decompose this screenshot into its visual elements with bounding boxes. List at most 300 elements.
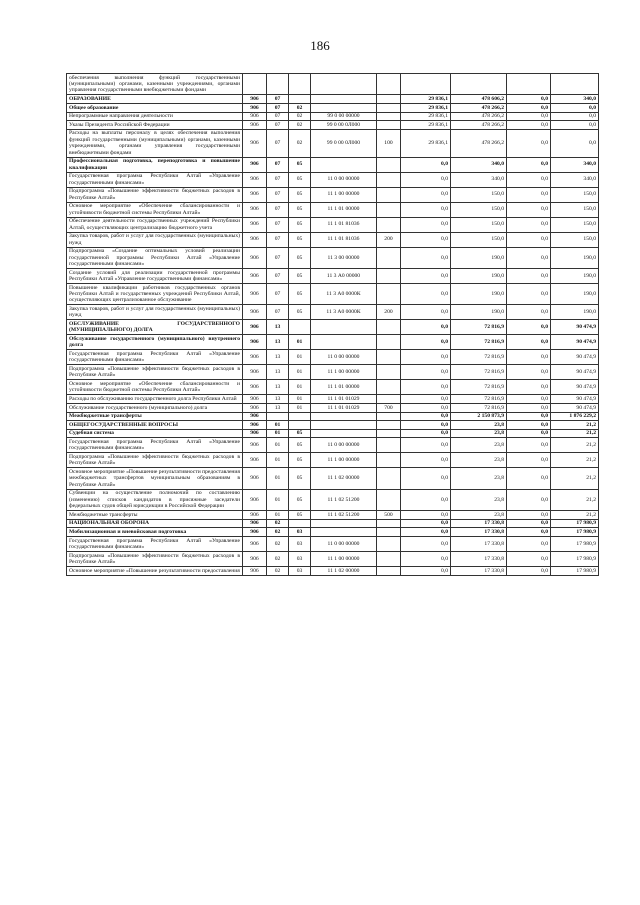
row-ved-code: 906 [243, 404, 267, 413]
row-ved-code: 906 [243, 519, 267, 528]
row-value-4: 17 980,9 [551, 566, 599, 575]
row-value-1: 0,0 [401, 320, 451, 335]
row-ved-code: 906 [243, 269, 267, 284]
row-name: Государственная программа Республики Алтай «Управление государственными финансами» [67, 536, 243, 551]
row-expense-type: 100 [377, 129, 401, 157]
row-subsection-code: 05 [289, 511, 311, 520]
page-number: 186 [310, 38, 330, 53]
row-value-4: 90 474,9 [551, 365, 599, 380]
row-value-3: 0,0 [507, 380, 551, 395]
row-value-1: 0,0 [401, 202, 451, 217]
row-expense-type [377, 412, 401, 421]
row-value-2: 72 816,9 [451, 404, 507, 413]
row-name: Обслуживание государственного (муниципального) внутреннего долга [67, 335, 243, 350]
row-section-code: 07 [267, 305, 289, 320]
row-value-1: 0,0 [401, 305, 451, 320]
row-value-4: 90 474,9 [551, 395, 599, 404]
row-value-1 [401, 74, 451, 95]
row-target-article: 11 1 00 00000 [311, 365, 377, 380]
row-ved-code: 906 [243, 566, 267, 575]
row-ved-code: 906 [243, 528, 267, 537]
row-value-1: 0,0 [401, 566, 451, 575]
table-row [67, 468, 599, 489]
table-row [67, 551, 599, 566]
row-value-2: 340,0 [451, 157, 507, 172]
row-section-code: 02 [267, 566, 289, 575]
row-subsection-code: 02 [289, 104, 311, 113]
row-ved-code: 906 [243, 511, 267, 520]
table-row [67, 365, 599, 380]
row-expense-type [377, 453, 401, 468]
row-target-article: 99 0 00 0Л000 [311, 121, 377, 130]
row-ved-code: 906 [243, 247, 267, 268]
row-value-4: 150,0 [551, 232, 599, 247]
row-value-4: 90 474,9 [551, 320, 599, 335]
row-subsection-code: 05 [289, 489, 311, 510]
row-value-3: 0,0 [507, 202, 551, 217]
row-value-3: 0,0 [507, 536, 551, 551]
row-value-4: 1 876 229,2 [551, 412, 599, 421]
row-name: обеспечения выполнения функций государственными (муниципальными) органами, казенными учреждениями, органами управления государственными внебюджетными фондами [67, 74, 243, 95]
table-row [67, 536, 599, 551]
row-section-code: 07 [267, 112, 289, 121]
row-value-3: 0,0 [507, 172, 551, 187]
row-name: Профессиональная подготовка, переподготовка и повышение квалификации [67, 157, 243, 172]
row-value-3: 0,0 [507, 217, 551, 232]
row-value-2: 340,0 [451, 172, 507, 187]
row-name: Межбюджетные трансферты [67, 511, 243, 520]
row-ved-code: 906 [243, 305, 267, 320]
row-value-4: 21,2 [551, 421, 599, 430]
row-value-2: 478 266,2 [451, 129, 507, 157]
row-value-4: 190,0 [551, 269, 599, 284]
row-value-2: 190,0 [451, 305, 507, 320]
row-subsection-code [289, 421, 311, 430]
row-value-4: 190,0 [551, 284, 599, 305]
row-name: ОБРАЗОВАНИЕ [67, 95, 243, 104]
row-ved-code: 906 [243, 429, 267, 438]
row-value-2: 17 330,8 [451, 528, 507, 537]
row-value-1: 0,0 [401, 404, 451, 413]
row-expense-type [377, 395, 401, 404]
row-target-article: 11 1 02 00000 [311, 566, 377, 575]
row-value-2: 478 266,2 [451, 112, 507, 121]
row-value-4: 21,2 [551, 489, 599, 510]
row-subsection-code [289, 519, 311, 528]
row-value-2: 23,8 [451, 421, 507, 430]
row-value-1: 0,0 [401, 269, 451, 284]
row-value-3: 0,0 [507, 412, 551, 421]
row-value-3: 0,0 [507, 95, 551, 104]
row-value-2: 23,8 [451, 511, 507, 520]
row-target-article [311, 95, 377, 104]
row-value-2: 150,0 [451, 187, 507, 202]
table-row [67, 247, 599, 268]
table-row [67, 453, 599, 468]
row-section-code: 02 [267, 519, 289, 528]
row-target-article: 99 0 00 00000 [311, 112, 377, 121]
row-value-2 [451, 74, 507, 95]
row-subsection-code: 03 [289, 566, 311, 575]
row-value-3: 0,0 [507, 350, 551, 365]
row-value-4: 90 474,9 [551, 335, 599, 350]
table-row [67, 489, 599, 510]
row-subsection-code: 05 [289, 305, 311, 320]
row-value-2: 23,8 [451, 429, 507, 438]
row-value-3: 0,0 [507, 551, 551, 566]
row-section-code: 07 [267, 104, 289, 113]
row-section-code: 13 [267, 335, 289, 350]
row-ved-code: 906 [243, 172, 267, 187]
row-value-3: 0,0 [507, 320, 551, 335]
row-section-code: 07 [267, 187, 289, 202]
row-value-3: 0,0 [507, 438, 551, 453]
row-name: Указы Президента Российской Федерации [67, 121, 243, 130]
row-ved-code [243, 74, 267, 95]
row-expense-type [377, 528, 401, 537]
row-name: Основное мероприятие «Обеспечение сбалансированности и устойчивости бюджетной системы Республики Алтай» [67, 380, 243, 395]
row-value-3: 0,0 [507, 187, 551, 202]
table-row [67, 404, 599, 413]
row-value-2: 72 816,9 [451, 350, 507, 365]
row-value-3: 0,0 [507, 269, 551, 284]
row-expense-type [377, 429, 401, 438]
row-name: Закупка товаров, работ и услуг для государственных (муниципальных) нужд [67, 232, 243, 247]
row-value-2: 72 816,9 [451, 380, 507, 395]
table-row [67, 438, 599, 453]
row-value-1: 0,0 [401, 172, 451, 187]
row-ved-code: 906 [243, 129, 267, 157]
row-value-4: 17 980,9 [551, 519, 599, 528]
table-row [67, 566, 599, 575]
row-value-2: 2 150 873,9 [451, 412, 507, 421]
table-row [67, 202, 599, 217]
row-value-1: 0,0 [401, 157, 451, 172]
row-target-article: 11 0 00 00000 [311, 172, 377, 187]
table-row [67, 305, 599, 320]
row-ved-code: 906 [243, 421, 267, 430]
row-value-1: 0,0 [401, 551, 451, 566]
row-ved-code: 906 [243, 335, 267, 350]
row-subsection-code: 01 [289, 365, 311, 380]
table-row [67, 187, 599, 202]
row-section-code: 02 [267, 528, 289, 537]
row-value-2: 190,0 [451, 284, 507, 305]
row-section-code: 13 [267, 404, 289, 413]
row-value-2: 17 330,8 [451, 551, 507, 566]
row-value-3: 0,0 [507, 421, 551, 430]
row-target-article: 99 0 00 0Л000 [311, 129, 377, 157]
row-target-article: 11 1 01 01029 [311, 404, 377, 413]
table-row [67, 269, 599, 284]
row-value-2: 72 816,9 [451, 335, 507, 350]
row-value-1: 0,0 [401, 421, 451, 430]
row-value-4: 340,0 [551, 157, 599, 172]
row-name: Субвенции на осуществление полномочий по составлению (изменению) списков кандидатов в присяжные заседатели федеральных судов общей юрисдикции в Российской Федерации [67, 489, 243, 510]
row-value-4: 0,0 [551, 112, 599, 121]
row-value-4: 0,0 [551, 121, 599, 130]
table-row [67, 519, 599, 528]
row-value-4: 340,0 [551, 172, 599, 187]
table-row [67, 335, 599, 350]
table-row [67, 104, 599, 113]
row-value-3: 0,0 [507, 121, 551, 130]
row-value-4: 17 980,9 [551, 528, 599, 537]
row-target-article [311, 74, 377, 95]
row-value-1: 0,0 [401, 350, 451, 365]
row-value-3: 0,0 [507, 335, 551, 350]
row-section-code [267, 74, 289, 95]
table-row [67, 350, 599, 365]
row-value-1: 0,0 [401, 438, 451, 453]
row-value-4: 150,0 [551, 202, 599, 217]
row-value-1: 0,0 [401, 232, 451, 247]
row-expense-type [377, 95, 401, 104]
row-section-code: 07 [267, 202, 289, 217]
row-section-code: 07 [267, 284, 289, 305]
row-ved-code: 906 [243, 157, 267, 172]
row-expense-type [377, 217, 401, 232]
row-value-2: 478 266,2 [451, 104, 507, 113]
row-name: ОБСЛУЖИВАНИЕ ГОСУДАРСТВЕННОГО (МУНИЦИПАЛЬНОГО) ДОЛГА [67, 320, 243, 335]
row-expense-type [377, 202, 401, 217]
row-expense-type [377, 421, 401, 430]
row-ved-code: 906 [243, 104, 267, 113]
row-value-1: 0,0 [401, 335, 451, 350]
row-value-4: 150,0 [551, 187, 599, 202]
table-row [67, 395, 599, 404]
row-value-3: 0,0 [507, 429, 551, 438]
row-subsection-code: 01 [289, 350, 311, 365]
row-subsection-code [289, 412, 311, 421]
row-value-4: 340,0 [551, 95, 599, 104]
row-section-code: 01 [267, 511, 289, 520]
row-name: Обеспечение деятельности государственных учреждений Республики Алтай, осуществляющих централизацию бюджетного учета [67, 217, 243, 232]
row-subsection-code: 05 [289, 217, 311, 232]
row-value-1: 0,0 [401, 365, 451, 380]
row-value-2: 23,8 [451, 438, 507, 453]
row-expense-type: 200 [377, 232, 401, 247]
row-expense-type [377, 350, 401, 365]
row-value-4: 0,0 [551, 104, 599, 113]
row-target-article: 11 1 01 01029 [311, 395, 377, 404]
table-row [67, 284, 599, 305]
row-ved-code: 906 [243, 187, 267, 202]
row-name: Закупка товаров, работ и услуг для государственных (муниципальных) нужд [67, 305, 243, 320]
row-expense-type: 500 [377, 511, 401, 520]
row-target-article [311, 421, 377, 430]
row-value-4: 21,2 [551, 438, 599, 453]
row-value-1: 0,0 [401, 412, 451, 421]
row-target-article: 11 3 А0 0000К [311, 284, 377, 305]
row-value-1: 29 836,1 [401, 112, 451, 121]
row-value-3: 0,0 [507, 511, 551, 520]
row-target-article: 11 3 А0 00000 [311, 269, 377, 284]
row-value-2: 150,0 [451, 217, 507, 232]
row-subsection-code: 03 [289, 528, 311, 537]
row-name: Основное мероприятие «Повышение результативности предоставления [67, 566, 243, 575]
row-value-1: 0,0 [401, 511, 451, 520]
row-value-1: 0,0 [401, 489, 451, 510]
row-value-4: 0,0 [551, 129, 599, 157]
row-value-1: 0,0 [401, 536, 451, 551]
row-value-2: 72 816,9 [451, 365, 507, 380]
table-row [67, 320, 599, 335]
row-value-3: 0,0 [507, 157, 551, 172]
table-row [67, 528, 599, 537]
row-value-4: 90 474,9 [551, 404, 599, 413]
row-expense-type [377, 284, 401, 305]
row-ved-code: 906 [243, 202, 267, 217]
row-name: Расходы по обслуживанию государственного долга Республики Алтай [67, 395, 243, 404]
row-expense-type [377, 157, 401, 172]
row-name: Государственная программа Республики Алтай «Управление государственными финансами» [67, 350, 243, 365]
row-section-code: 13 [267, 320, 289, 335]
row-expense-type [377, 519, 401, 528]
row-subsection-code [289, 95, 311, 104]
row-value-3: 0,0 [507, 232, 551, 247]
row-value-2: 190,0 [451, 247, 507, 268]
row-ved-code: 906 [243, 112, 267, 121]
row-expense-type [377, 335, 401, 350]
row-ved-code: 906 [243, 453, 267, 468]
table-row [67, 380, 599, 395]
row-name: Межбюджетные трансферты [67, 412, 243, 421]
row-section-code: 07 [267, 217, 289, 232]
row-subsection-code: 05 [289, 453, 311, 468]
table-row [67, 421, 599, 430]
row-subsection-code: 01 [289, 335, 311, 350]
row-value-2: 150,0 [451, 232, 507, 247]
row-target-article: 11 3 А0 0000К [311, 305, 377, 320]
row-target-article: 11 0 00 00000 [311, 536, 377, 551]
row-expense-type [377, 566, 401, 575]
row-section-code: 01 [267, 438, 289, 453]
row-value-3: 0,0 [507, 129, 551, 157]
row-target-article: 11 1 02 51200 [311, 489, 377, 510]
row-expense-type [377, 380, 401, 395]
table-row [67, 121, 599, 130]
row-ved-code: 906 [243, 380, 267, 395]
row-subsection-code: 05 [289, 247, 311, 268]
row-value-1: 0,0 [401, 284, 451, 305]
row-subsection-code: 02 [289, 121, 311, 130]
row-section-code: 07 [267, 95, 289, 104]
row-subsection-code: 05 [289, 269, 311, 284]
row-name: Подпрограмма «Повышение эффективности бюджетных расходов в Республике Алтай» [67, 453, 243, 468]
row-name: Подпрограмма «Повышение эффективности бюджетных расходов в Республике Алтай» [67, 365, 243, 380]
row-value-2: 23,8 [451, 453, 507, 468]
row-expense-type [377, 121, 401, 130]
row-value-2: 23,8 [451, 468, 507, 489]
row-value-2: 17 330,8 [451, 566, 507, 575]
row-name: Основное мероприятие «Обеспечение сбалансированности и устойчивости бюджетной системы Республики Алтай» [67, 202, 243, 217]
row-value-4: 90 474,9 [551, 350, 599, 365]
row-target-article: 11 1 00 00000 [311, 453, 377, 468]
row-value-3: 0,0 [507, 104, 551, 113]
row-value-4: 21,2 [551, 468, 599, 489]
row-value-2: 72 816,9 [451, 395, 507, 404]
row-target-article [311, 412, 377, 421]
row-section-code: 01 [267, 489, 289, 510]
table-row [67, 429, 599, 438]
row-value-3: 0,0 [507, 305, 551, 320]
row-value-1: 0,0 [401, 453, 451, 468]
row-value-1: 0,0 [401, 429, 451, 438]
table-row [67, 217, 599, 232]
row-value-1: 0,0 [401, 247, 451, 268]
row-expense-type [377, 172, 401, 187]
row-name: Подпрограмма «Повышение эффективности бюджетных расходов в Республике Алтай» [67, 551, 243, 566]
table-row [67, 74, 599, 95]
row-section-code [267, 412, 289, 421]
table-row [67, 157, 599, 172]
row-subsection-code: 05 [289, 232, 311, 247]
row-section-code: 07 [267, 129, 289, 157]
row-value-3: 0,0 [507, 404, 551, 413]
row-subsection-code: 05 [289, 157, 311, 172]
row-value-3: 0,0 [507, 453, 551, 468]
row-value-4 [551, 74, 599, 95]
row-target-article [311, 157, 377, 172]
row-subsection-code: 02 [289, 129, 311, 157]
row-value-1: 29 836,1 [401, 121, 451, 130]
row-target-article: 11 1 01 00000 [311, 380, 377, 395]
row-value-4: 21,2 [551, 511, 599, 520]
row-target-article: 11 0 00 00000 [311, 438, 377, 453]
row-name: Общее образование [67, 104, 243, 113]
row-subsection-code: 05 [289, 187, 311, 202]
row-expense-type [377, 320, 401, 335]
row-subsection-code: 03 [289, 536, 311, 551]
row-section-code: 02 [267, 551, 289, 566]
row-value-1: 29 836,1 [401, 104, 451, 113]
row-value-3: 0,0 [507, 528, 551, 537]
row-target-article: 11 1 01 00000 [311, 202, 377, 217]
table-row [67, 412, 599, 421]
row-expense-type [377, 187, 401, 202]
row-subsection-code: 05 [289, 202, 311, 217]
row-subsection-code: 03 [289, 551, 311, 566]
row-ved-code: 906 [243, 468, 267, 489]
row-name: Непрограммные направления деятельности [67, 112, 243, 121]
row-ved-code: 906 [243, 284, 267, 305]
row-value-3: 0,0 [507, 519, 551, 528]
row-value-1: 0,0 [401, 217, 451, 232]
row-subsection-code: 05 [289, 468, 311, 489]
row-section-code: 01 [267, 468, 289, 489]
table-row [67, 129, 599, 157]
row-value-2: 150,0 [451, 202, 507, 217]
row-expense-type [377, 438, 401, 453]
row-subsection-code: 05 [289, 438, 311, 453]
row-target-article: 11 1 00 00000 [311, 551, 377, 566]
row-ved-code: 906 [243, 536, 267, 551]
row-value-1: 0,0 [401, 468, 451, 489]
row-ved-code: 906 [243, 551, 267, 566]
row-subsection-code: 01 [289, 380, 311, 395]
table-row [67, 95, 599, 104]
row-target-article: 11 1 02 00000 [311, 468, 377, 489]
row-ved-code: 906 [243, 232, 267, 247]
row-value-4: 150,0 [551, 217, 599, 232]
row-section-code: 13 [267, 350, 289, 365]
row-section-code: 07 [267, 269, 289, 284]
row-section-code: 07 [267, 121, 289, 130]
row-name: Основное мероприятие «Повышение результативности предоставления межбюджетных трансфертов муниципальным образованиям в Республике Алтай» [67, 468, 243, 489]
row-expense-type [377, 74, 401, 95]
row-value-3: 0,0 [507, 365, 551, 380]
